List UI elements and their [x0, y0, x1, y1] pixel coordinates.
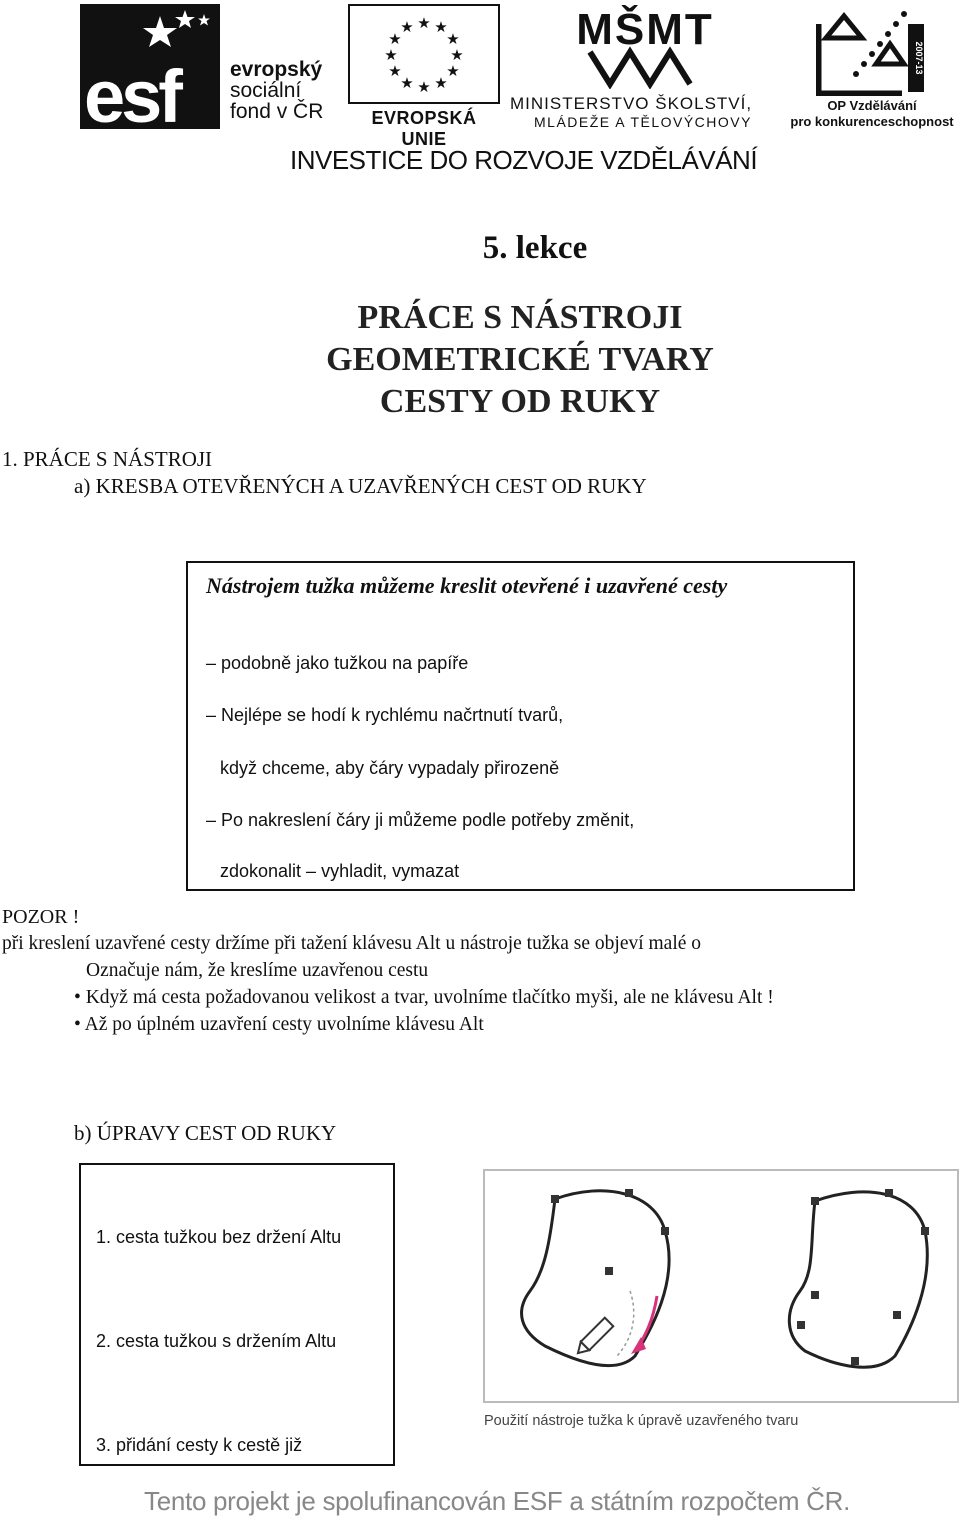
illustration-caption: Použití nástroje tužka k úpravě uzavřeného tvaru [484, 1413, 799, 1429]
eu-label: EVROPSKÁ UNIE [371, 108, 477, 149]
svg-text:★: ★ [434, 18, 448, 36]
section1-heading: 1. PRÁCE S NÁSTROJI [2, 447, 213, 471]
steps-box [79, 1163, 395, 1466]
box-line-4: – Po nakreslení čáry ji můžeme podle potřeby změnit, [206, 810, 635, 830]
lesson-title [250, 297, 790, 423]
svg-text:★: ★ [446, 30, 460, 48]
pozor-bullet-2: • Až po úplném uzavření cesty uvolníme klávesu Alt [74, 1014, 484, 1035]
svg-text:★: ★ [417, 78, 431, 96]
esf-text [230, 59, 323, 122]
title-line-2: GEOMETRICKÉ TVARY [326, 341, 714, 378]
box-heading: Nástrojem tužka můžeme kreslit otevřené i uzavřené cesty [206, 573, 728, 598]
msmt-line1: MINISTERSTVO ŠKOLSTVÍ, [510, 94, 753, 113]
svg-text:★: ★ [417, 14, 431, 32]
title-line-3: CESTY OD RUKY [379, 383, 661, 420]
box-line-1: – podobně jako tužkou na papíře [206, 653, 469, 673]
closed-path-illustration [485, 1171, 957, 1401]
svg-text:MŠMT: MŠMT [576, 5, 714, 54]
pozor-label: POZOR ! [2, 906, 80, 928]
eu-flag [348, 4, 500, 104]
op-line1: OP Vzdělávání [827, 98, 917, 113]
msmt-line2: MLÁDEŽE A TĚLOVÝCHOVY [534, 114, 752, 130]
title-line-1: PRÁCE S NÁSTROJI [357, 299, 683, 336]
svg-text:★: ★ [388, 30, 402, 48]
esf-line2: sociální [230, 79, 302, 102]
svg-text:2007-13: 2007-13 [914, 41, 924, 75]
msmt-logo-mark [570, 4, 720, 89]
esf-line1: evropský [230, 58, 323, 81]
esf-logo-mark [80, 4, 220, 129]
pencil-tool-box [186, 561, 855, 891]
investice-banner: INVESTICE DO ROZVOJE VZDĚLÁVÁNÍ [290, 145, 758, 175]
pozor-indent-text: Označuje nám, že kreslíme uzavřenou cestu [86, 960, 429, 981]
op-line2: pro konkurenceschopnost [790, 114, 954, 129]
op-logo [784, 4, 960, 129]
step-1: 1. cesta tužkou bez držení Altu [96, 1227, 342, 1247]
section1-subheading: a) KRESBA OTEVŘENÝCH A UZAVŘENÝCH CEST OD RUKY [74, 474, 647, 498]
box-line-2: – Nejlépe se hodí k rychlému načrtnutí tvarů, [206, 705, 564, 725]
section-b-heading: b) ÚPRAVY CEST OD RUKY [74, 1121, 337, 1145]
svg-text:★: ★ [400, 18, 414, 36]
lesson-number: 5. lekce [482, 230, 588, 266]
footer-note: Tento projekt je spolufinancován ESF a státním rozpočtem ČR. [144, 1486, 851, 1516]
svg-text:★: ★ [446, 62, 460, 80]
svg-text:★: ★ [400, 74, 414, 92]
step-3: 3. přidání cesty k cestě již [96, 1435, 303, 1455]
eu-stars-icon [350, 6, 498, 102]
svg-text:★: ★ [434, 74, 448, 92]
pozor-text: při kreslení uzavřené cesty držíme při tažení klávesu Alt u nástroje tužka se objeví malé o [2, 933, 702, 954]
svg-text:★: ★ [384, 46, 398, 64]
svg-text:★: ★ [388, 62, 402, 80]
msmt-logo [510, 4, 780, 129]
svg-text:★: ★ [450, 46, 464, 64]
box-line-5: zdokonalit – vyhladit, vymazat [220, 861, 460, 881]
box-line-3: když chceme, aby čáry vypadaly přirozeně [220, 758, 560, 778]
esf-logo [80, 4, 335, 129]
step-2: 2. cesta tužkou s držením Altu [96, 1331, 337, 1351]
pencil-icon [574, 1318, 614, 1358]
esf-line3: fond v ČR [230, 100, 324, 123]
pozor-bullet-1: • Když má cesta požadovanou velikost a tvar, uvolníme tlačítko myši, ale ne klávesu Alt ! [74, 987, 774, 1008]
op-logo-mark [816, 4, 926, 96]
pencil-illustration [483, 1169, 959, 1403]
svg-text:esf: esf [84, 55, 179, 129]
eu-logo [348, 4, 500, 149]
